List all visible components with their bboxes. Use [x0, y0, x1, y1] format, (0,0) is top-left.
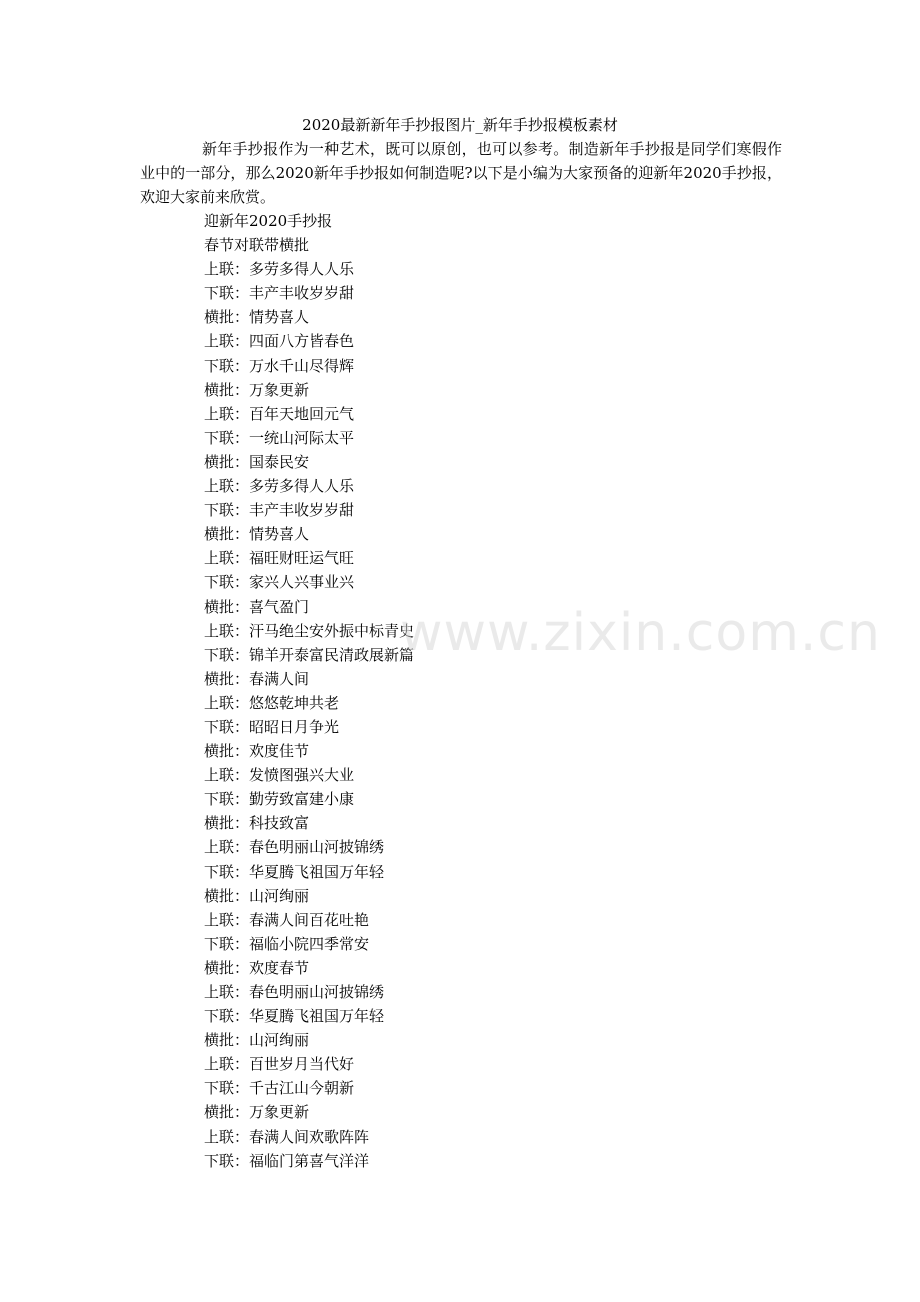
text-line: 横批：山河绚丽 [204, 1031, 310, 1050]
text-line: 下联：家兴人兴事业兴 [204, 573, 355, 592]
text-line: 迎新年2020手抄报 [204, 212, 333, 230]
text-line: 上联：百年天地回元气 [204, 404, 355, 423]
text-line: 上联：汗马绝尘安外振中标青史 [204, 621, 415, 640]
text-line: 横批：情势喜人 [204, 308, 310, 327]
text-line: 上联：春色明丽山河披锦绣 [204, 983, 385, 1001]
text-line: 上联：多劳多得人人乐 [204, 260, 355, 279]
text-line: 上联：春满人间欢歌阵阵 [204, 1127, 370, 1146]
text-line: 横批：山河绚丽 [204, 886, 310, 905]
text-line: 横批：欢度春节 [204, 958, 310, 977]
text-line: 上联：悠悠乾坤共老 [204, 693, 340, 712]
text-line: 横批：情势喜人 [204, 525, 310, 544]
text-line: 上联：四面八方皆春色 [204, 332, 355, 351]
text-line: 上联：春色明丽山河披锦绣 [204, 838, 385, 857]
text-line: 下联：锦羊开泰富民清政展新篇 [204, 645, 415, 664]
text-line: 春节对联带横批 [204, 236, 310, 255]
text-line: 下联：勤劳致富建小康 [204, 790, 355, 809]
document-title: 2020最新新年手抄报图片_新年手抄报模板素材 [302, 116, 618, 134]
text-line: 下联：福临门第喜气洋洋 [204, 1151, 370, 1170]
text-line: 下联：千古江山今朝新 [204, 1079, 355, 1098]
text-line: 下联：丰产丰收岁岁甜 [204, 284, 355, 303]
text-line: 上联：福旺财旺运气旺 [204, 549, 355, 568]
text-line: 上联：春满人间百花吐艳 [204, 910, 370, 929]
text-line: 下联：万水千山尽得辉 [204, 356, 355, 375]
text-line: 下联：福临小院四季常安 [204, 934, 370, 953]
text-line: 下联：一统山河际太平 [204, 428, 355, 447]
text-line: 下联：丰产丰收岁岁甜 [204, 501, 355, 520]
couplet-list [204, 209, 414, 1173]
text-line: 横批：欢度佳节 [204, 742, 310, 761]
watermark: www.zixin.com.cn [400, 603, 881, 663]
text-line: 下联：昭昭日月争光 [204, 717, 340, 736]
text-line: 横批：春满人间 [204, 669, 310, 688]
text-line: 上联：发愤图强兴大业 [204, 766, 355, 785]
text-line: 横批：万象更新 [204, 1103, 310, 1122]
text-line: 上联：多劳多得人人乐 [204, 477, 355, 496]
text-line: 上联：百世岁月当代好 [204, 1055, 355, 1074]
text-line: 横批：喜气盈门 [204, 597, 310, 616]
text-line: 横批：国泰民安 [204, 452, 310, 471]
text-line: 横批：科技致富 [204, 814, 310, 833]
intro-paragraph: 新年手抄报作为一种艺术，既可以原创，也可以参考。制造新年手抄报是同学们寒假作业中的一部分，那么2020新年手抄报如何制造呢?以下是小编为大家预备的迎新年2020手抄报，欢迎大家前来欣赏。 [140, 140, 782, 206]
text-line: 下联：华夏腾飞祖国万年轻 [204, 1007, 385, 1026]
text-line: 下联：华夏腾飞祖国万年轻 [204, 862, 385, 881]
text-line: 横批：万象更新 [204, 380, 310, 399]
